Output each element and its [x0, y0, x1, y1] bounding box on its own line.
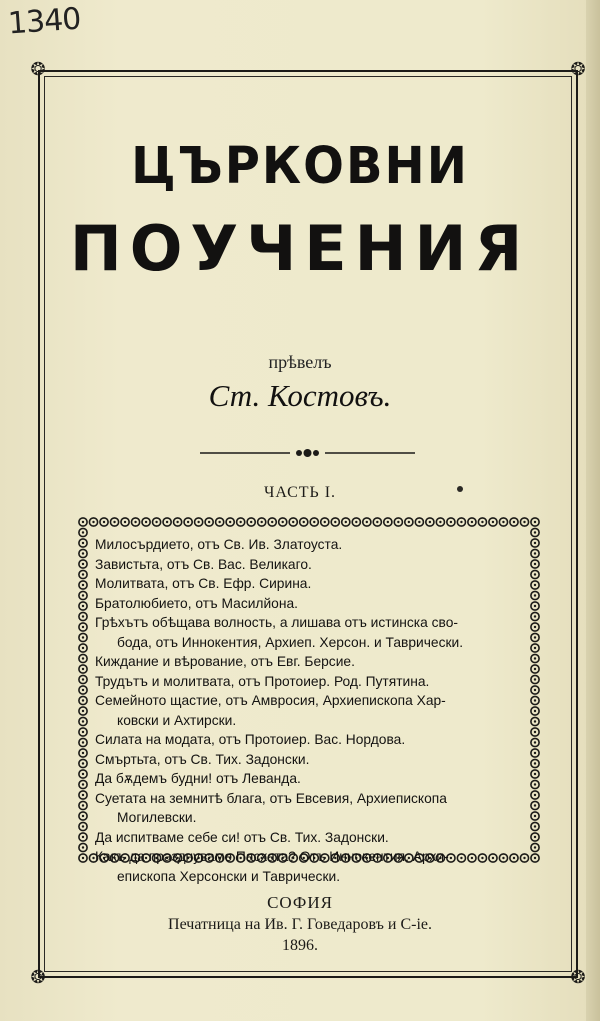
- contents-entry: Смъртьта, отъ Св. Тих. Задонски.: [95, 751, 310, 767]
- contents-entry: Семейното щастие, отъ Амвросия, Архиепископа Хар-: [95, 693, 446, 708]
- border-bead-center: [166, 521, 168, 523]
- border-bead-center: [82, 804, 84, 806]
- border-bead-center: [82, 521, 84, 523]
- title-line-1: ЦЪРКОВНИ: [131, 136, 469, 196]
- border-bead-center: [82, 857, 84, 859]
- border-bead-center: [523, 521, 525, 523]
- border-bead-center: [492, 521, 494, 523]
- border-bead-center: [82, 699, 84, 701]
- border-bead-center: [534, 752, 536, 754]
- border-bead-center: [82, 605, 84, 607]
- border-bead-center: [534, 783, 536, 785]
- border-bead-center: [239, 521, 241, 523]
- border-bead-center: [534, 521, 536, 523]
- border-bead-center: [534, 836, 536, 838]
- border-bead-center: [82, 563, 84, 565]
- border-bead-center: [145, 521, 147, 523]
- title-line-2: ПОУЧЕНИЯ: [69, 212, 531, 285]
- border-bead-center: [82, 731, 84, 733]
- border-bead-center: [534, 657, 536, 659]
- contents-entry: Завистьта, отъ Св. Вас. Великаго.: [95, 556, 312, 572]
- publication-year: 1896.: [282, 937, 318, 954]
- contents-entry-continuation: бода, отъ Иннокентия, Архиеп. Херсон. и Таврически.: [117, 634, 464, 650]
- border-bead-center: [534, 594, 536, 596]
- border-bead-center: [82, 636, 84, 638]
- border-bead-center: [103, 521, 105, 523]
- border-bead-center: [534, 794, 536, 796]
- border-bead-center: [250, 521, 252, 523]
- border-bead-center: [397, 521, 399, 523]
- border-bead-center: [208, 521, 210, 523]
- border-bead-center: [82, 531, 84, 533]
- border-bead-center: [534, 542, 536, 544]
- border-bead-center: [292, 521, 294, 523]
- border-bead-center: [134, 521, 136, 523]
- border-bead-center: [534, 678, 536, 680]
- border-bead-center: [534, 825, 536, 827]
- border-bead-center: [534, 710, 536, 712]
- border-bead-center: [82, 752, 84, 754]
- border-bead-center: [218, 521, 220, 523]
- border-bead-center: [82, 668, 84, 670]
- border-bead-center: [82, 542, 84, 544]
- border-bead-center: [82, 825, 84, 827]
- border-bead-center: [502, 521, 504, 523]
- border-bead-center: [271, 521, 273, 523]
- border-bead-center: [155, 521, 157, 523]
- contents-entry: Братолюбието, отъ Масилйона.: [95, 595, 298, 611]
- border-bead-center: [534, 731, 536, 733]
- catalog-number: 1340: [6, 1, 82, 42]
- corner-ornament-icon: ❂: [30, 967, 46, 988]
- border-bead-center: [92, 521, 94, 523]
- printer-name: Печатница на Ив. Г. Говедаровъ и С-ie.: [168, 916, 432, 933]
- border-bead-center: [313, 521, 315, 523]
- contents-entry: Милосърдието, отъ Св. Ив. Златоуста.: [95, 537, 343, 552]
- contents-entry: Суетата на земнитѣ блага, отъ Евсевия, Архиепископа: [95, 790, 447, 806]
- border-bead-center: [534, 552, 536, 554]
- border-bead-center: [334, 521, 336, 523]
- border-bead-center: [460, 521, 462, 523]
- border-bead-center: [124, 521, 126, 523]
- border-bead-center: [534, 584, 536, 586]
- border-bead-center: [82, 783, 84, 785]
- contents-entry: Трудътъ и молитвата, отъ Протоиер. Род. Путятина.: [95, 673, 430, 689]
- contents-entry-continuation: Могилевски.: [117, 810, 197, 825]
- border-bead-center: [481, 521, 483, 523]
- corner-ornament-icon: ❂: [570, 967, 586, 988]
- border-bead-center: [82, 647, 84, 649]
- corner-ornament-icon: ❂: [570, 59, 586, 80]
- border-bead-center: [534, 531, 536, 533]
- border-bead-center: [534, 668, 536, 670]
- part-label: ЧАСТЬ I.: [263, 484, 337, 501]
- publication-city: СОФИЯ: [267, 893, 333, 912]
- border-bead-center: [534, 699, 536, 701]
- border-bead-center: [345, 521, 347, 523]
- border-bead-center: [534, 773, 536, 775]
- border-bead-center: [534, 573, 536, 575]
- border-bead-center: [82, 584, 84, 586]
- border-bead-center: [82, 815, 84, 817]
- border-bead-center: [534, 647, 536, 649]
- border-bead-center: [82, 552, 84, 554]
- border-bead-center: [534, 605, 536, 607]
- border-bead-center: [534, 846, 536, 848]
- border-bead-center: [534, 857, 536, 859]
- border-bead-center: [229, 521, 231, 523]
- border-bead-center: [176, 521, 178, 523]
- border-bead-center: [534, 563, 536, 565]
- border-bead-center: [534, 720, 536, 722]
- border-bead-center: [534, 741, 536, 743]
- border-bead-center: [197, 521, 199, 523]
- border-bead-center: [82, 594, 84, 596]
- border-bead-center: [260, 521, 262, 523]
- border-bead-center: [82, 573, 84, 575]
- contents-entry: Силата на модата, отъ Протоиер. Вас. Нордова.: [95, 732, 406, 747]
- contents-entry: Да бѫдемъ будни! отъ Леванда.: [95, 771, 301, 786]
- border-bead-center: [534, 615, 536, 617]
- border-bead-center: [534, 804, 536, 806]
- contents-entry: Молитвата, отъ Св. Ефр. Сирина.: [95, 576, 312, 591]
- border-bead-center: [534, 815, 536, 817]
- border-bead-center: [82, 846, 84, 848]
- contents-entry-continuation: епископа Херсонски и Таврически.: [117, 868, 341, 884]
- corner-ornament-icon: ❂: [30, 59, 46, 80]
- border-bead-center: [534, 626, 536, 628]
- border-bead-center: [113, 521, 115, 523]
- border-bead-center: [282, 521, 284, 523]
- contents-entry: Какъ да празднуваме Пасхата? Отъ Иннокентия, Архи-: [95, 849, 449, 864]
- border-bead-center: [303, 521, 305, 523]
- translator-name: Ст. Костовъ.: [208, 378, 392, 413]
- translator-label: прѣвелъ: [268, 352, 332, 372]
- border-bead-center: [513, 521, 515, 523]
- border-bead-center: [187, 521, 189, 523]
- border-bead-center: [376, 521, 378, 523]
- contents-list: [95, 535, 525, 886]
- border-bead-center: [439, 521, 441, 523]
- border-bead-center: [366, 521, 368, 523]
- border-bead-center: [82, 678, 84, 680]
- border-bead-center: [82, 657, 84, 659]
- border-bead-center: [82, 720, 84, 722]
- border-bead-center: [471, 521, 473, 523]
- contents-box: [77, 516, 541, 884]
- border-bead-center: [82, 689, 84, 691]
- border-bead-center: [82, 615, 84, 617]
- contents-entry-continuation: ковски и Ахтирски.: [117, 712, 237, 728]
- border-bead-center: [387, 521, 389, 523]
- contents-entry: Да испитваме себе си! отъ Св. Тих. Задонски.: [95, 829, 389, 845]
- border-bead-center: [324, 521, 326, 523]
- border-bead-center: [82, 741, 84, 743]
- border-bead-center: [82, 762, 84, 764]
- contents-entry: Грѣхътъ обѣщава волность, а лишава отъ истинска сво-: [95, 615, 458, 630]
- border-bead-center: [534, 636, 536, 638]
- border-bead-center: [82, 836, 84, 838]
- border-bead-center: [82, 710, 84, 712]
- border-bead-center: [82, 773, 84, 775]
- border-bead-center: [534, 689, 536, 691]
- ink-dot: [457, 486, 463, 492]
- border-bead-center: [429, 521, 431, 523]
- border-bead-center: [408, 521, 410, 523]
- border-bead-center: [82, 794, 84, 796]
- divider-ornament-icon: [200, 447, 415, 459]
- border-bead-center: [355, 521, 357, 523]
- border-bead-center: [534, 762, 536, 764]
- border-bead-center: [82, 626, 84, 628]
- border-bead-center: [450, 521, 452, 523]
- border-bead-center: [418, 521, 420, 523]
- contents-entry: Киждание и вѣрование, отъ Евг. Берсие.: [95, 654, 355, 669]
